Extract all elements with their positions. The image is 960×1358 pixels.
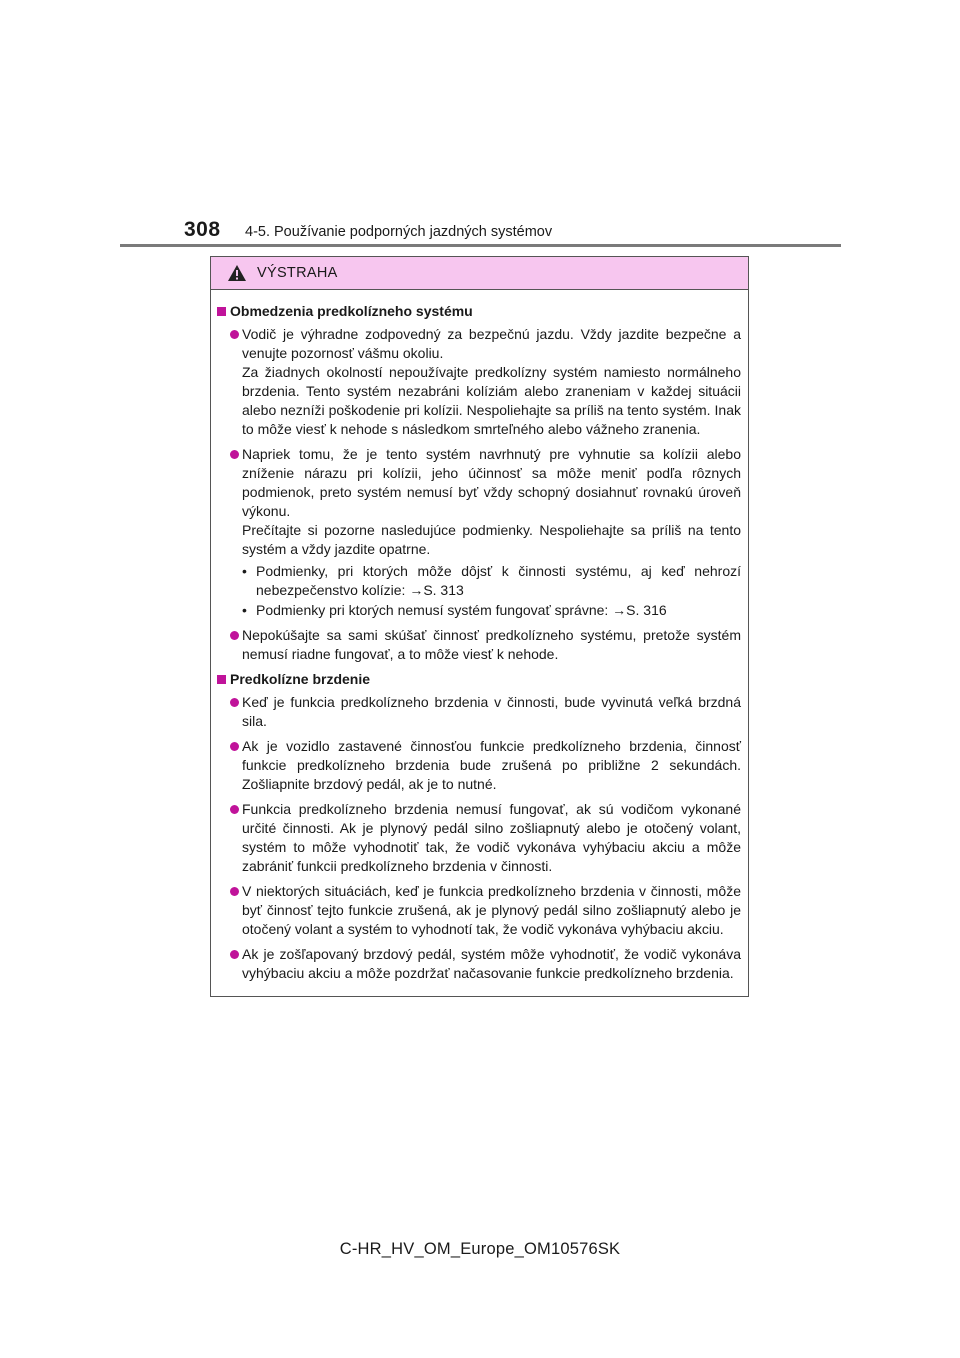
paragraph: Vodič je výhradne zodpovedný za bezpečnú jazdu. Vždy jazdite bezpečne a venujte pozornosť vášmu okoliu. xyxy=(242,326,741,361)
sub-list-item xyxy=(242,601,741,620)
round-bullet-icon xyxy=(230,330,239,339)
sub-list-text: Podmienky, pri ktorých môže dôjsť k činnosti systému, aj keď nehrozí nebezpečenstvo kolízie: →S. 313 xyxy=(256,563,741,598)
paragraph: Ak je vozidlo zastavené činnosťou funkcie predkolízneho brzdenia, činnosť funkcie predkolízneho brzdenia bude zrušená po približne 2 sekundách. Zošliapnite brzdový pedál, ak je to nutné. xyxy=(242,738,741,792)
list-item xyxy=(217,882,741,939)
round-bullet-icon xyxy=(230,631,239,640)
paragraph: Prečítajte si pozorne nasledujúce podmienky. Nespoliehajte sa príliš na tento systém a vždy jazdite opatrne. xyxy=(242,522,741,557)
square-bullet-icon xyxy=(217,307,226,316)
round-bullet-icon xyxy=(230,950,239,959)
list-item xyxy=(217,945,741,983)
warning-triangle-icon xyxy=(227,264,247,282)
dot-marker: • xyxy=(242,563,247,579)
section-heading-text: Obmedzenia predkolízneho systému xyxy=(230,303,473,319)
round-bullet-icon xyxy=(230,698,239,707)
round-bullet-icon xyxy=(230,805,239,814)
section-title: 4-5. Používanie podporných jazdných systémov xyxy=(245,224,553,240)
document-code: C-HR_HV_OM_Europe_OM10576SK xyxy=(339,1240,621,1258)
dot-marker: • xyxy=(242,602,247,618)
sub-list xyxy=(242,562,741,620)
round-bullet-icon xyxy=(230,887,239,896)
paragraph: Keď je funkcia predkolízneho brzdenia v činnosti, bude vyvinutá veľká brzdná sila. xyxy=(242,694,741,729)
list-item xyxy=(217,325,741,439)
section-heading-text: Predkolízne brzdenie xyxy=(230,671,371,687)
list-item xyxy=(217,626,741,664)
paragraph: Ak je zošľapovaný brzdový pedál, systém môže vyhodnotiť, že vodič vykonáva vyhýbaciu akciu a môže pozdržať načasovanie funkcie predkolízneho brzdenia. xyxy=(242,946,741,981)
round-bullet-icon xyxy=(230,742,239,751)
section-heading xyxy=(217,302,741,321)
list-item xyxy=(217,693,741,731)
paragraph: Funkcia predkolízneho brzdenia nemusí fungovať, ak sú vodičom vykonané určité činnosti. Ak je plynový pedál silno zošliapnutý alebo je otočený volant, systém to môže vyhodnotiť tak, že vodič vykonáva vyhýbaciu akciu a môže zabrániť funkcii predkolízneho brzdenia v činnosti. xyxy=(242,801,741,874)
list-item xyxy=(217,800,741,876)
paragraph: Za žiadnych okolností nepoužívajte predkolízny systém namiesto normálneho brzdenia. Tento systém nezabráni kolíziám alebo zraneniam v každej situácii alebo nezníži poškodenie pri kolízii. Nespoliehajte sa príliš na tento systém. Inak to môže viesť k nehode s následkom smrteľného alebo vážneho zranenia. xyxy=(242,364,741,437)
round-bullet-icon xyxy=(230,450,239,459)
paragraph: V niektorých situáciách, keď je funkcia predkolízneho brzdenia v činnosti, môže byť činnosť tejto funkcie zrušená, ak je plynový pedál silno zošliapnutý alebo je otočený volant a systém to vyhodnotí tak, že vodič vykonáva vyhýbaciu akciu. xyxy=(242,883,741,937)
sub-list-text: Podmienky pri ktorých nemusí systém fungovať správne: →S. 316 xyxy=(256,602,667,618)
warning-header xyxy=(211,257,748,290)
paragraph: Napriek tomu, že je tento systém navrhnutý pre vyhnutie sa kolízii alebo zníženie nárazu pri kolízii, jeho účinnosť sa môže meniť podľa rôznych podmienok, preto systém nemusí byť vždy schopný dosiahnuť rovnakú úroveň výkonu. xyxy=(242,446,741,519)
paragraph: Nepokúšajte sa sami skúšať činnosť predkolízneho systému, pretože systém nemusí riadne fungovať, a to môže viesť k nehode. xyxy=(242,627,741,662)
header-rule xyxy=(120,244,841,247)
warning-box xyxy=(210,256,749,997)
list-item xyxy=(217,737,741,794)
page-number: 308 xyxy=(184,218,221,241)
warning-body xyxy=(211,290,748,983)
section-heading xyxy=(217,670,741,689)
warning-title: VÝSTRAHA xyxy=(257,265,338,281)
list-item xyxy=(217,445,741,620)
square-bullet-icon xyxy=(217,675,226,684)
sub-list-item xyxy=(242,562,741,600)
